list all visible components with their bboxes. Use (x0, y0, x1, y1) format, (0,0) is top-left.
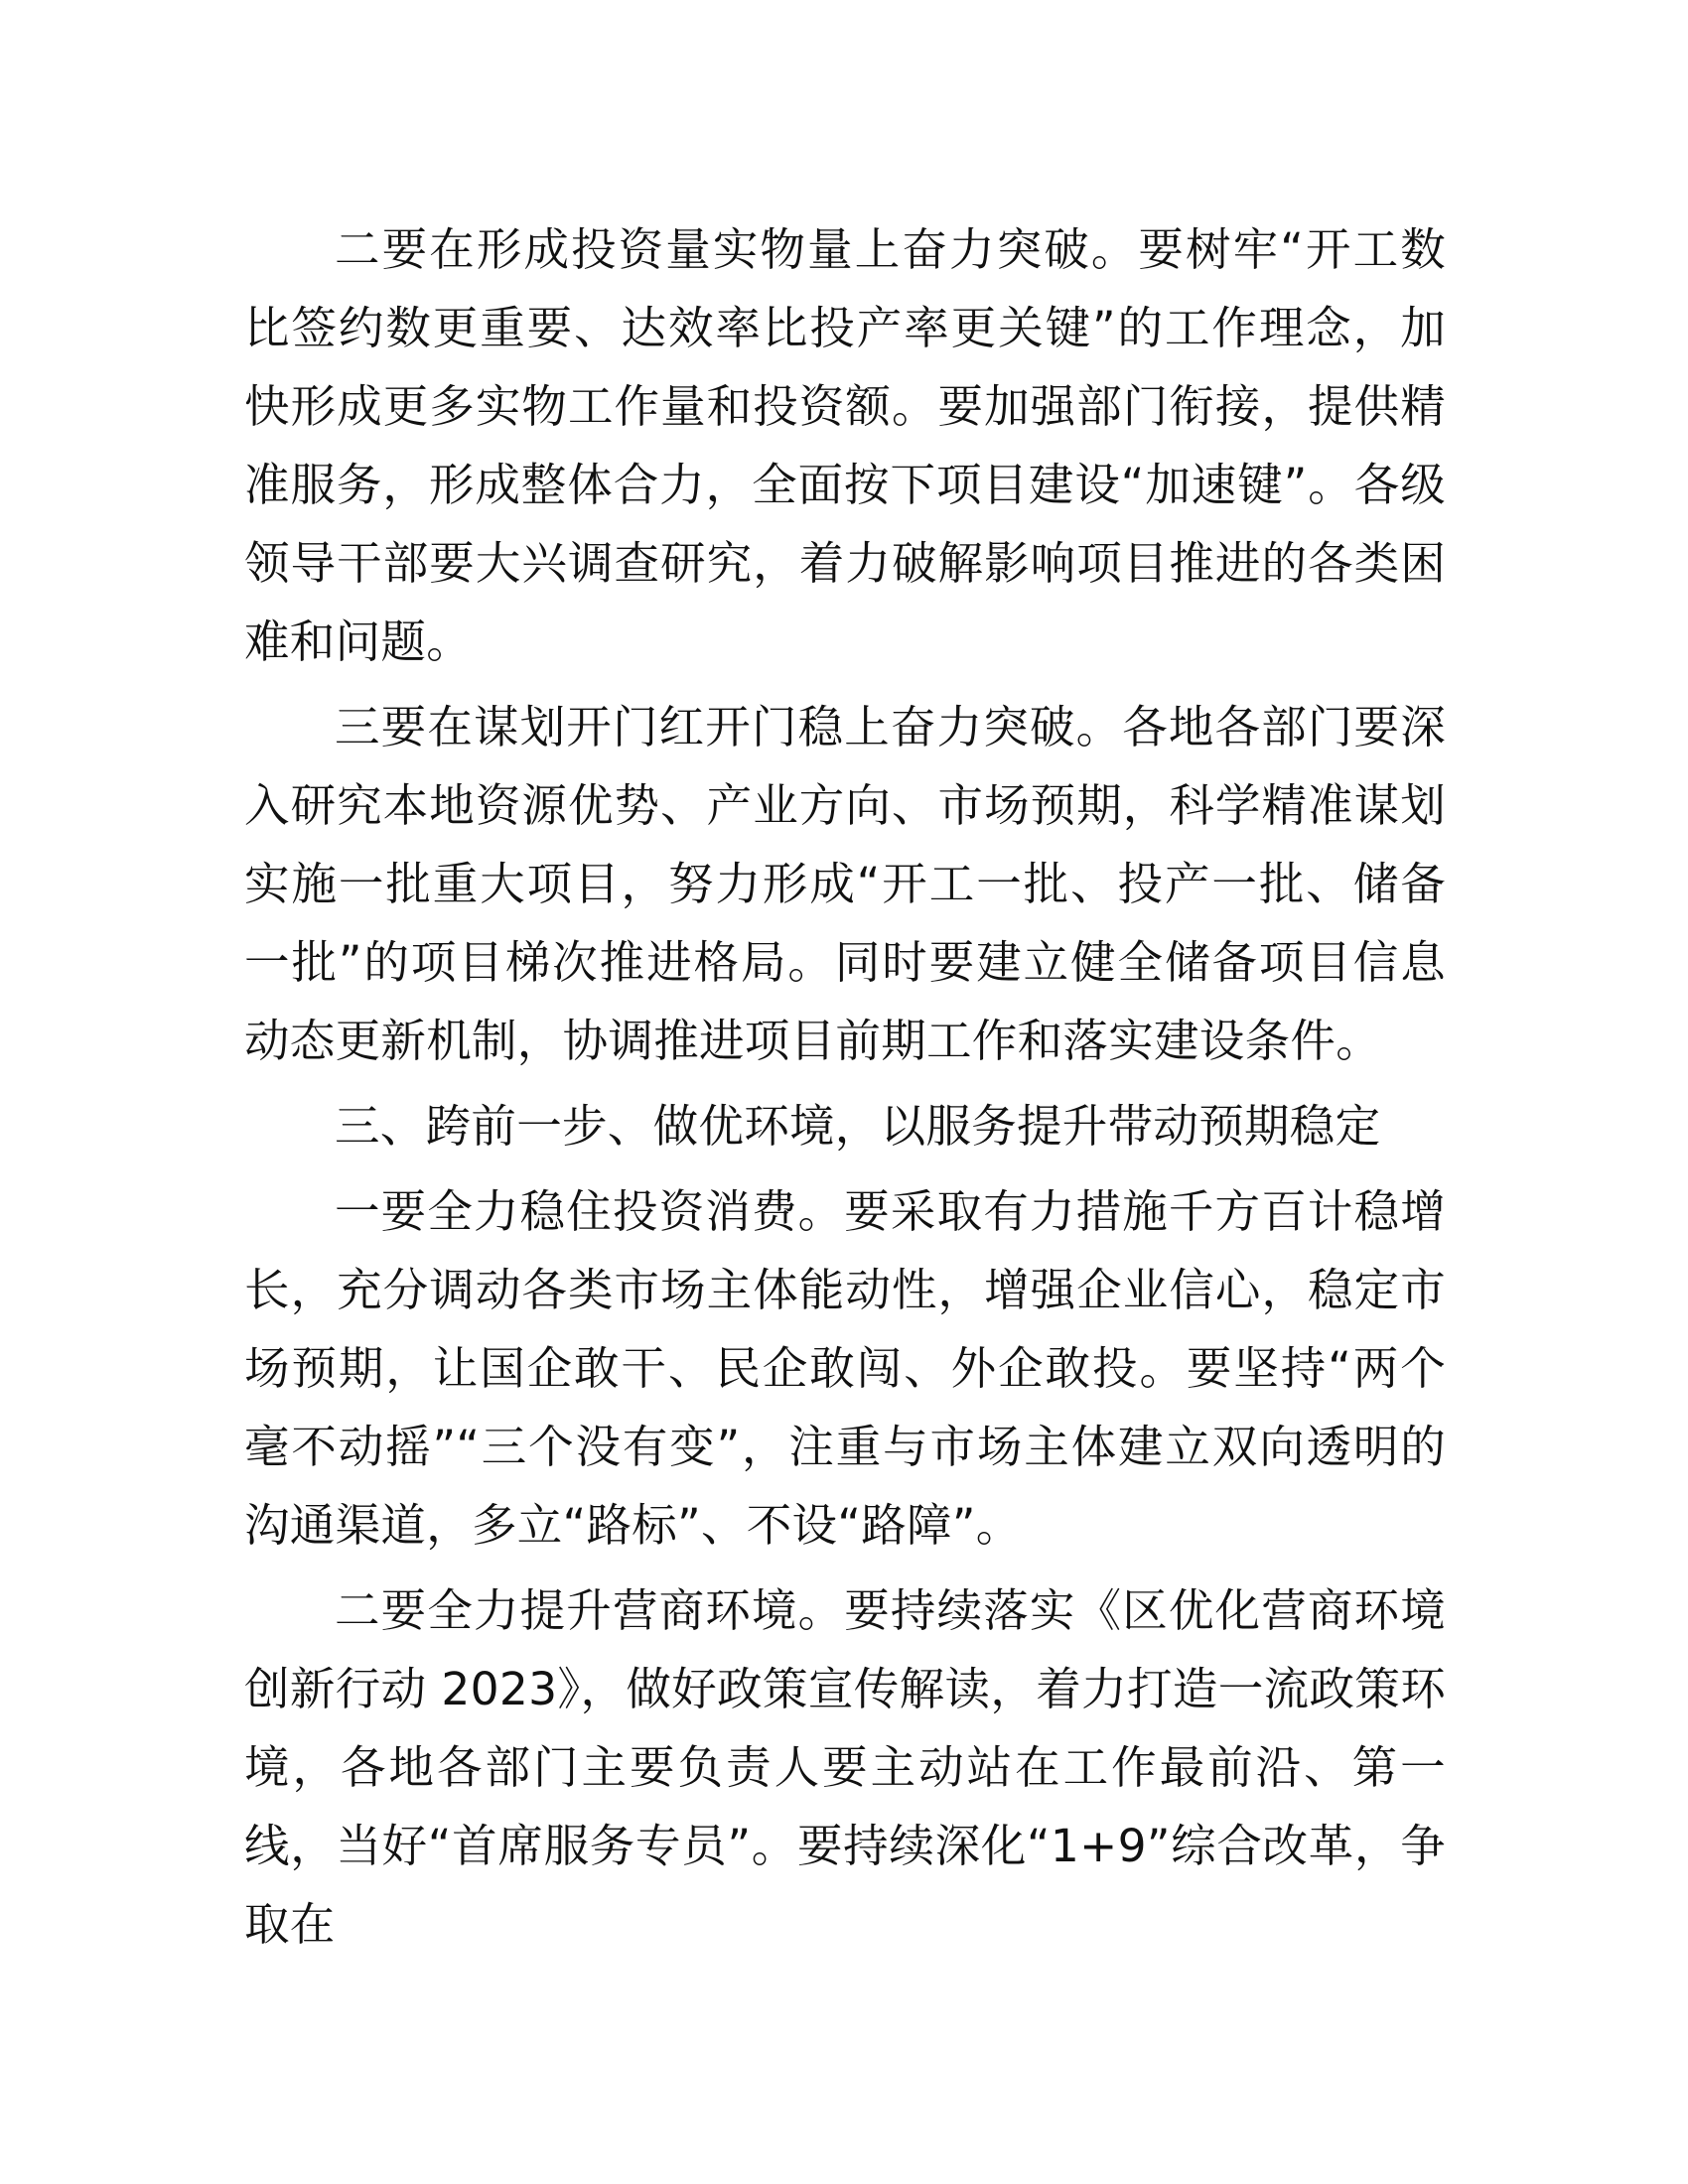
section-heading-three: 三、跨前一步、做优环境，以服务提升带动预期稳定 (335, 1100, 1381, 1153)
paragraph-planning-good-start: 三要在谋划开门红开门稳上奋力突破。各地各部门要深入研究本地资源优势、产业方向、市场预期，科学精准谋划实施一批重大项目，努力形成“开工一批、投产一批、储备一批”的项目梯次推进格局。同时要建立健全储备项目信息动态更新机制，协调推进项目前期工作和落实建设条件。 (244, 701, 1446, 1067)
paragraph-investment-breakthrough: 二要在形成投资量实物量上奋力突破。要树牢“开工数比签约数更重要、达效率比投产率更关键”的工作理念，加快形成更多实物工作量和投资额。要加强部门衔接，提供精准服务，形成整体合力，全面按下项目建设“加速键”。各级领导干部要大兴调查研究，着力破解影响项目推进的各类困难和问题。 (244, 223, 1446, 668)
paragraph-stabilize-investment-consumption: 一要全力稳住投资消费。要采取有力措施千方百计稳增长，充分调动各类市场主体能动性，增强企业信心，稳定市场预期，让国企敢干、民企敢闯、外企敢投。要坚持“两个毫不动摇”“三个没有变”，注重与市场主体建立双向透明的沟通渠道，多立“路标”、不设“路障”。 (244, 1185, 1446, 1552)
document-body (244, 210, 1446, 1964)
paragraph-business-environment: 二要全力提升营商环境。要持续落实《区优化营商环境创新行动 2023》，做好政策宣传解读，着力打造一流政策环境，各地各部门主要负责人要主动站在工作最前沿、第一线，当好“首席服务专员”。要持续深化“1+9”综合改革，争取在 (244, 1584, 1446, 1951)
